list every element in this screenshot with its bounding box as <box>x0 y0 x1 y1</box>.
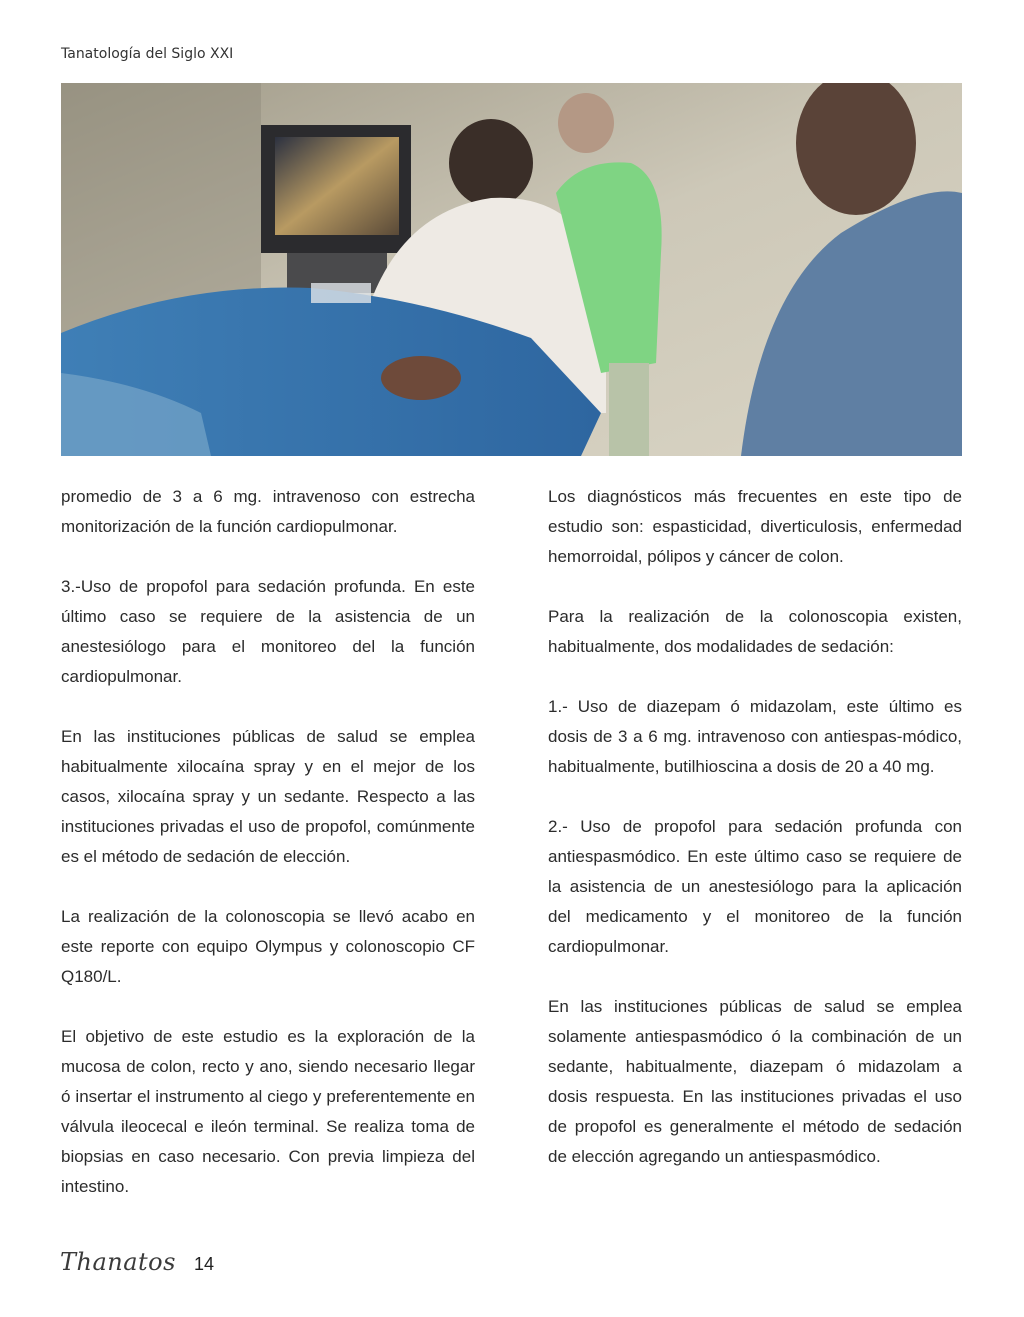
paragraph: La realización de la colonoscopia se llevó acabo en este reporte con equipo Olympus y colonoscopio CF Q180/L. <box>61 907 475 986</box>
paragraph: 2.- Uso de propofol para sedación profunda con antiespasmódico. En este último caso se requiere de la asistencia de un anestesiólogo para la aplicación del medicamento y el monitoreo de la función cardiopulmonar. <box>548 817 962 956</box>
left-column <box>61 482 475 1232</box>
procedure-photo <box>61 83 962 456</box>
paragraph: En las instituciones públicas de salud se emplea solamente antiespasmódico ó la combinación de un sedante, habitualmente, diazepam ó midazolam a dosis respuesta. En las instituciones privadas el uso de propofol es generalmente el método de sedación de elección agregando un antiespasmódico. <box>548 997 962 1166</box>
paragraph: promedio de 3 a 6 mg. intravenoso con estrecha monitorización de la función cardiopulmonar. <box>61 487 475 536</box>
paragraph: Los diagnósticos más frecuentes en este tipo de estudio son: espasticidad, diverticulosis, enfermedad hemorroidal, pólipos y cáncer de colon. <box>548 487 962 566</box>
paragraph: Para la realización de la colonoscopia existen, habitualmente, dos modalidades de sedación: <box>548 607 962 656</box>
running-header: Tanatología del Siglo XXI <box>61 46 234 62</box>
page-number: 14 <box>193 1254 214 1274</box>
photo-illustration <box>61 83 962 456</box>
paragraph: El objetivo de este estudio es la exploración de la mucosa de colon, recto y ano, siendo necesario llegar ó insertar el instrumento al ciego y preferentemente en válvula ileocecal e ileón terminal. Se realiza toma de biopsias en caso necesario. Con previa limpieza del intestino. <box>61 1027 475 1196</box>
page-footer <box>60 1248 214 1276</box>
paragraph: 3.-Uso de propofol para sedación profunda. En este último caso se requiere de la asistencia de un anestesiólogo para el monitoreo del la función cardiopulmonar. <box>61 577 475 686</box>
paragraph: 1.- Uso de diazepam ó midazolam, este último es dosis de 3 a 6 mg. intravenoso con antiespas-módico, habitualmente, butilhioscina a dosis de 20 a 40 mg. <box>548 697 962 776</box>
paragraph: En las instituciones públicas de salud se emplea habitualmente xilocaína spray y en el mejor de los casos, xilocaína spray y un sedante. Respecto a las instituciones privadas el uso de propofol, comúnmente es el método de sedación de elección. <box>61 727 475 866</box>
journal-logo: Thanatos <box>60 1248 176 1276</box>
right-column <box>548 482 962 1202</box>
